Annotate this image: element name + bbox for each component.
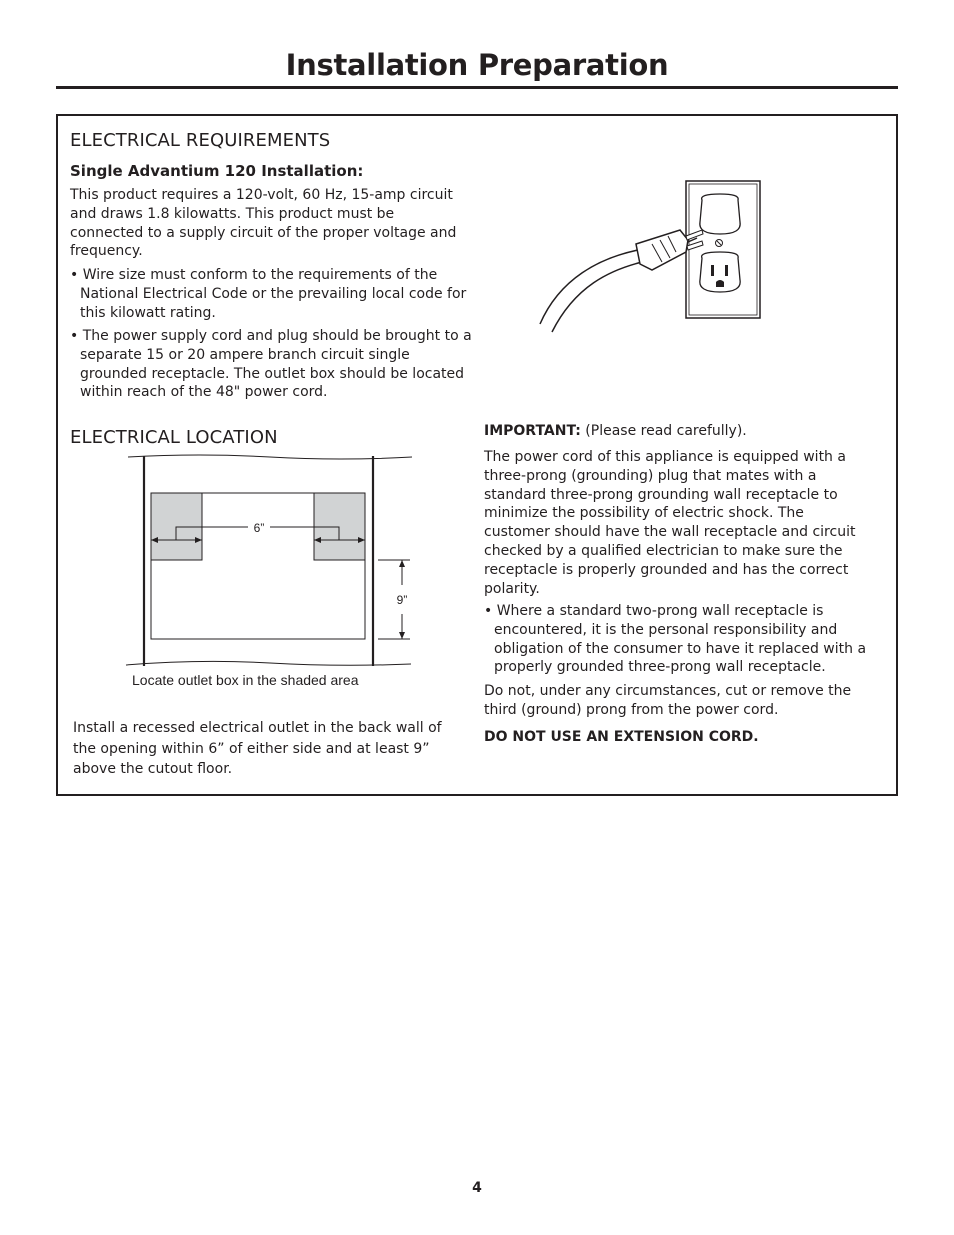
electrical-location-heading: ELECTRICAL LOCATION: [70, 427, 278, 448]
grounding-paragraph: The power cord of this appliance is equipped with a three-prong (grounding) plug that mates with a standard three-prong grounding wall receptacle to minimize the possibility of electric shock. The customer should have the wall receptacle and circuit checked by a qualified electrician to make sure the receptacle is properly grounded and has the correct polarity.: [484, 449, 856, 597]
power-cord-bullet: • The power supply cord and plug should be brought to a separate 15 or 20 ampere branch circuit single grounded receptacle. The outlet box should be located within reach of the 48" power cord.: [70, 328, 472, 401]
page-number: 4: [472, 1180, 482, 1196]
ground-prong-paragraph: Do not, under any circumstances, cut or remove the third (ground) prong from the power cord.: [484, 683, 852, 718]
single-installation-subheading: Single Advantium 120 Installation:: [70, 162, 364, 180]
content-box: [56, 114, 898, 796]
plug-outlet-illustration: [530, 178, 770, 338]
important-note: (Please read carefully).: [580, 423, 747, 439]
outlet-location-diagram: [120, 450, 420, 670]
location-instruction: Install a recessed electrical outlet in the back wall of the opening within 6” of either side and at least 9” above the cutout floor.: [73, 720, 442, 777]
dim-6-label: 6”: [253, 521, 265, 535]
important-line: [484, 422, 868, 441]
plug-body: [636, 230, 688, 270]
diagram-caption: Locate outlet box in the shaded area: [132, 672, 359, 688]
two-prong-bullet: • Where a standard two-prong wall receptacle is encountered, it is the personal responsibility and obligation of the consumer to have it replaced with a properly grounded three-prong wall receptacle.: [484, 603, 867, 676]
page-title: Installation Preparation: [285, 48, 669, 82]
extension-cord-warning: DO NOT USE AN EXTENSION CORD.: [484, 729, 759, 745]
title-rule: [56, 86, 898, 89]
dim-9-label: 9”: [396, 593, 408, 607]
electrical-requirements-heading: ELECTRICAL REQUIREMENTS: [70, 130, 331, 151]
important-label: IMPORTANT:: [484, 423, 581, 439]
wire-size-bullet: • Wire size must conform to the requirements of the National Electrical Code or the prevailing local code for this kilowatt rating.: [70, 267, 467, 321]
requirements-intro: This product requires a 120-volt, 60 Hz, 15-amp circuit and draws 1.8 kilowatts. This product must be connected to a supply circuit of the proper voltage and frequency.: [70, 187, 457, 260]
